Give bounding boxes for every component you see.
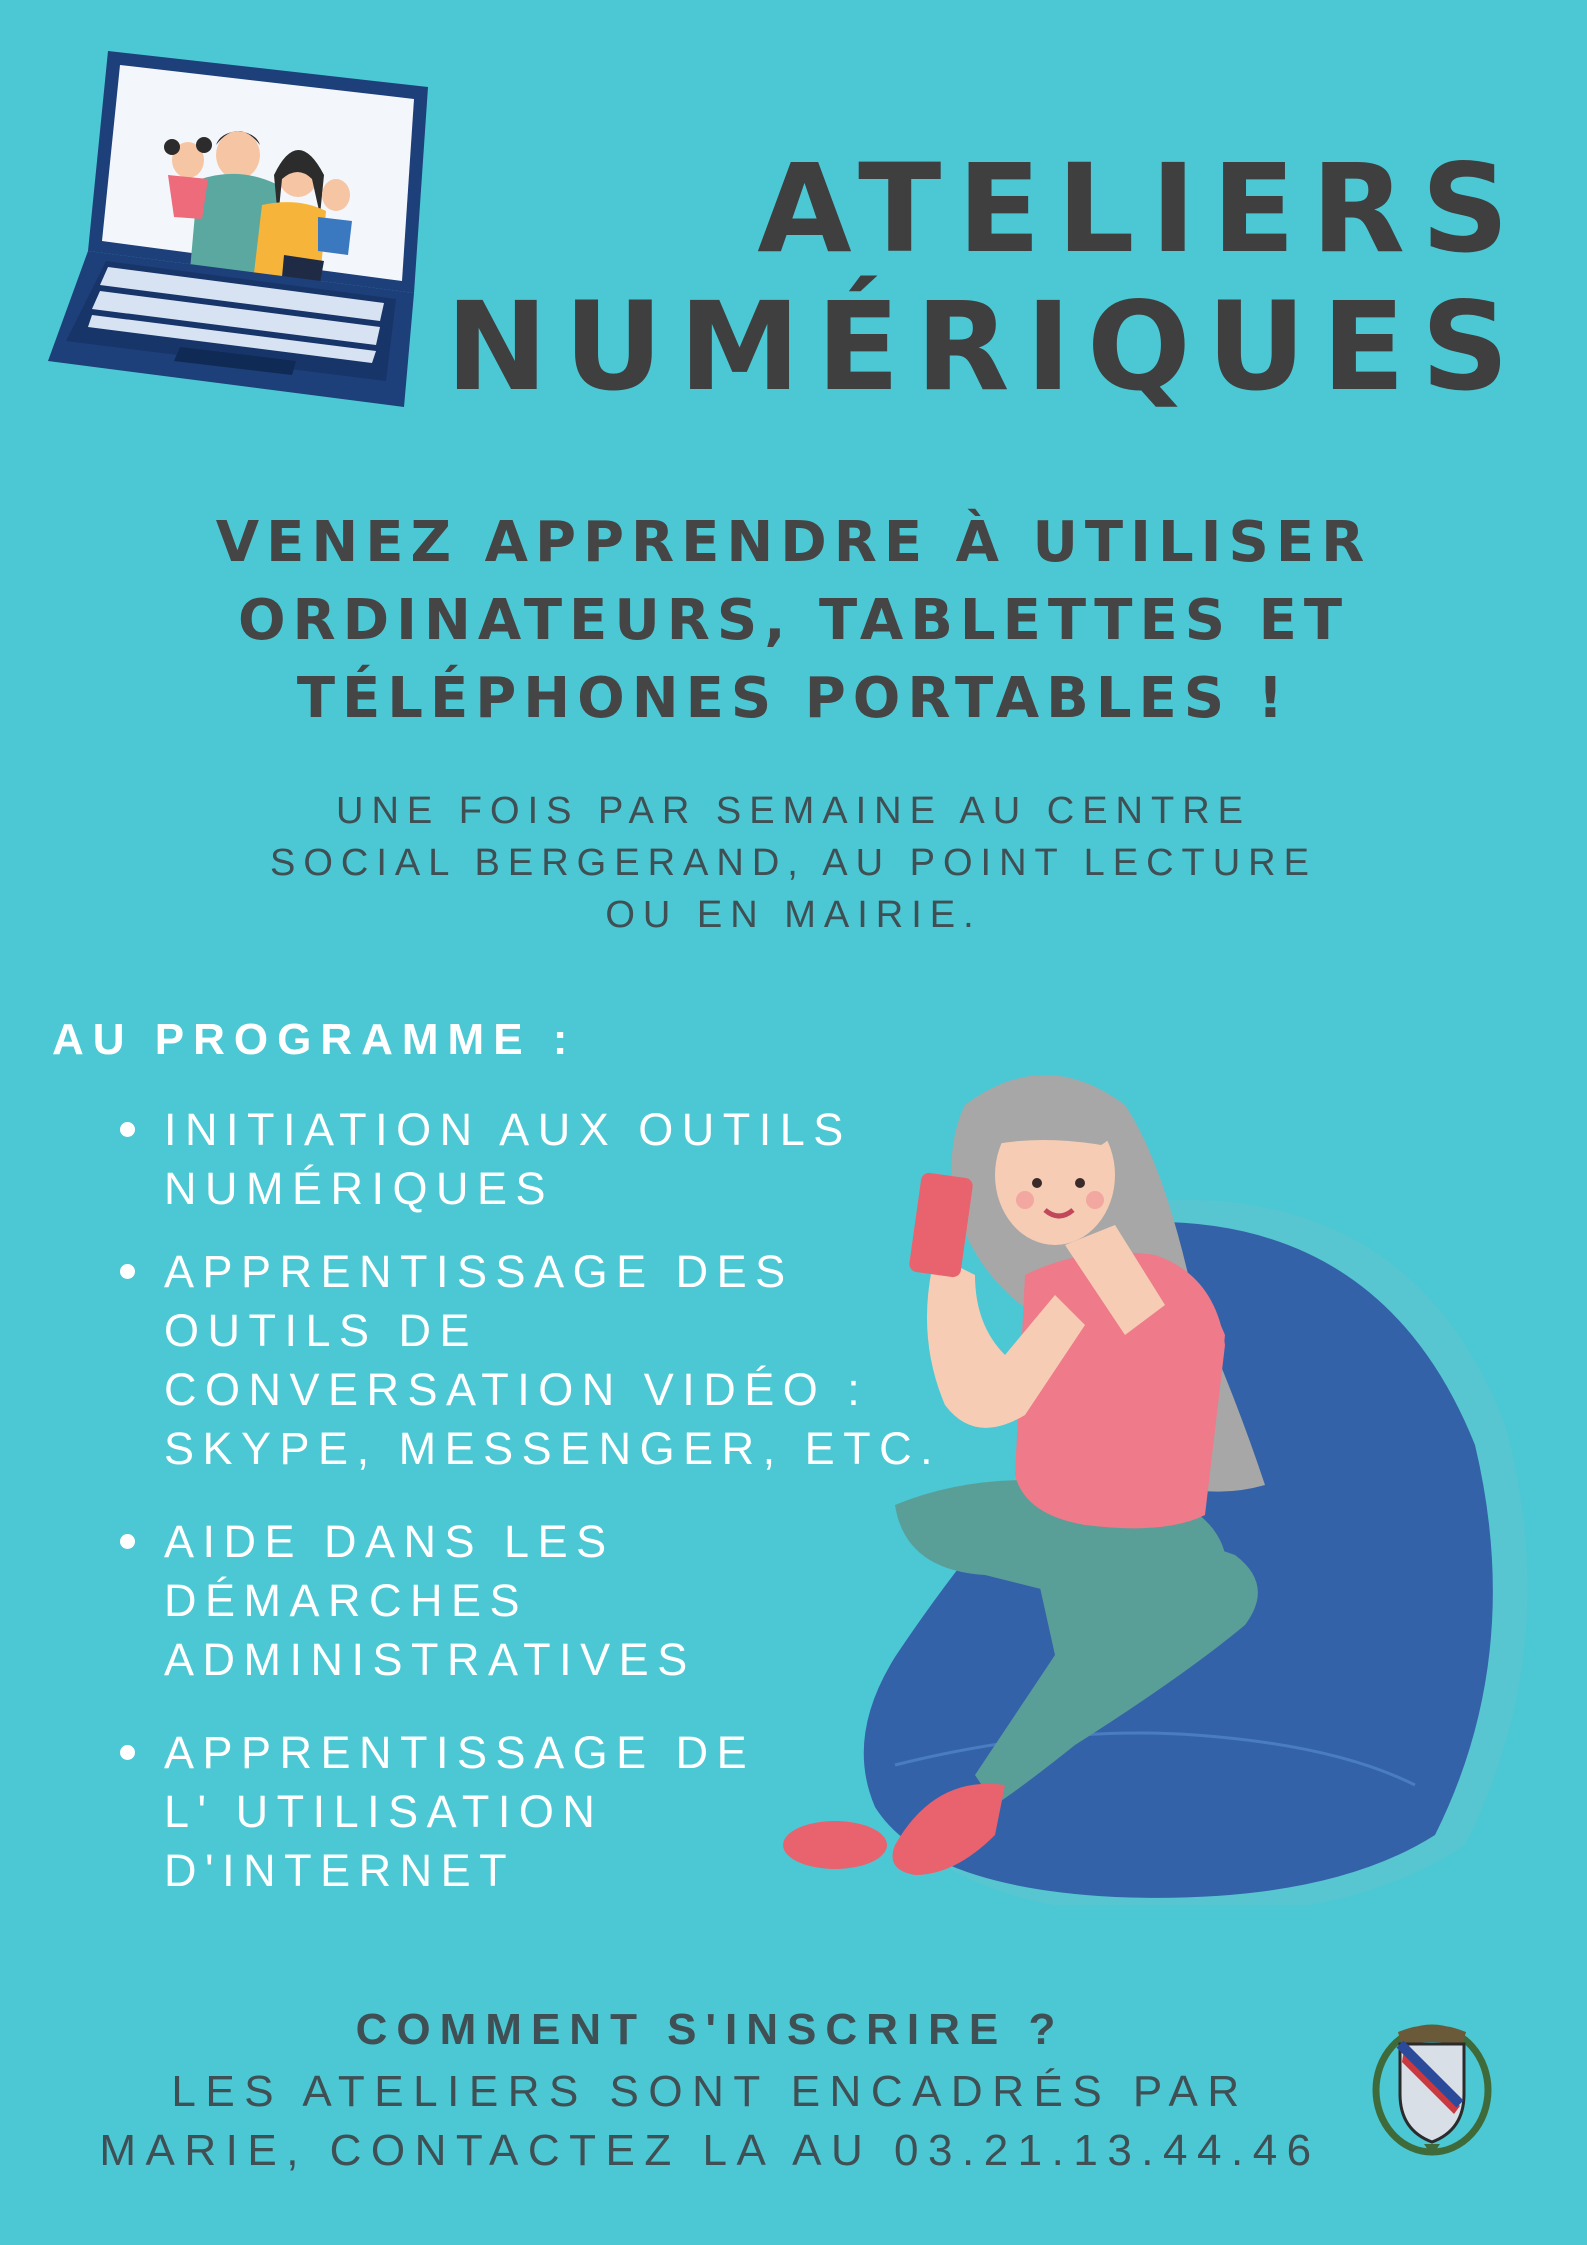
bullet-icon xyxy=(120,1745,135,1760)
title-line: ATELIERS xyxy=(757,138,1525,280)
coat-of-arms-icon xyxy=(1370,2010,1495,2160)
list-item-line: INITIATION AUX OUTILS xyxy=(164,1104,852,1155)
woman-with-phone-icon xyxy=(775,1065,1555,1905)
footer-line: LES ATELIERS SONT ENCADRÉS PAR xyxy=(171,2067,1249,2116)
list-item-line: ADMINISTRATIVES xyxy=(164,1634,696,1685)
list-item-line: APPRENTISSAGE DE xyxy=(164,1727,756,1778)
headline-line: TÉLÉPHONES PORTABLES ! xyxy=(296,666,1291,731)
laptop-family-illustration xyxy=(48,45,438,407)
bullet-icon xyxy=(120,1534,135,1549)
laptop-icon xyxy=(48,45,438,407)
list-item-line: NUMÉRIQUES xyxy=(164,1163,555,1214)
info-line: UNE FOIS PAR SEMAINE AU CENTRE xyxy=(336,790,1251,832)
list-item-line: APPRENTISSAGE DES xyxy=(164,1246,794,1297)
list-item-line: AIDE DANS LES xyxy=(164,1516,615,1567)
headline-line: VENEZ APPRENDRE À UTILISER xyxy=(215,510,1372,575)
schedule-info xyxy=(100,785,1487,941)
bullet-icon xyxy=(120,1122,135,1137)
footer-title: COMMENT S'INSCRIRE ? xyxy=(355,2005,1065,2054)
headline-line: ORDINATEURS, TABLETTES ET xyxy=(237,588,1350,653)
title-line: NUMÉRIQUES xyxy=(445,276,1525,418)
list-item-line: D'INTERNET xyxy=(164,1845,516,1896)
footer-line: MARIE, CONTACTEZ LA AU 03.21.13.44.46 xyxy=(99,2126,1321,2175)
list-item-line: DÉMARCHES xyxy=(164,1575,529,1626)
list-item-line: OUTILS DE xyxy=(164,1305,479,1356)
woman-beanbag-illustration xyxy=(775,1065,1555,1905)
list-item-line: SKYPE, MESSENGER, ETC. xyxy=(164,1423,942,1474)
programme-title: AU PROGRAMME : xyxy=(52,1015,577,1064)
footer xyxy=(40,1998,1380,2180)
bullet-icon xyxy=(120,1264,135,1279)
info-line: OU EN MAIRIE. xyxy=(605,894,982,936)
headline xyxy=(60,504,1527,738)
list-item-line: CONVERSATION VIDÉO : xyxy=(164,1364,869,1415)
crest-emblem xyxy=(1370,2010,1495,2160)
list-item-line: L' UTILISATION xyxy=(164,1786,604,1837)
info-line: SOCIAL BERGERAND, AU POINT LECTURE xyxy=(270,842,1317,884)
page-title xyxy=(446,140,1525,416)
